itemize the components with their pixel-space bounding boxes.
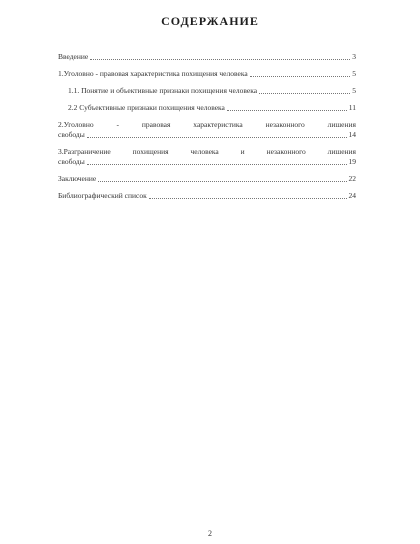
table-of-contents xyxy=(58,52,356,201)
toc-entry-bibliography[interactable] xyxy=(58,191,356,201)
toc-entry-page: 19 xyxy=(348,157,356,166)
dot-leader xyxy=(149,198,347,199)
toc-entry-label: Библиографический список xyxy=(58,191,147,200)
page-number: 2 xyxy=(208,529,212,538)
toc-entry-label-line2: свободы xyxy=(58,157,85,166)
toc-entry-page: 5 xyxy=(352,69,356,78)
toc-entry-page: 24 xyxy=(348,191,356,200)
dot-leader xyxy=(227,110,347,111)
toc-entry-label: 1.1. Понятие и объективные признаки похищения человека xyxy=(68,86,258,95)
dot-leader xyxy=(259,93,350,94)
toc-entry-introduction[interactable] xyxy=(58,52,356,62)
toc-entry-label: 1.Уголовно - правовая характеристика похищения человека xyxy=(58,69,248,78)
toc-entry-label-line2: свободы xyxy=(58,130,85,139)
dot-leader xyxy=(90,59,350,60)
toc-entry-page: 14 xyxy=(348,130,356,139)
toc-entry-chapter-3[interactable] xyxy=(58,147,356,167)
dot-leader xyxy=(250,76,351,77)
toc-entry-page: 22 xyxy=(348,174,356,183)
toc-entry-label: 2.2 Субъективные признаки похищения человека xyxy=(68,103,225,112)
toc-entry-label: Введение xyxy=(58,52,89,61)
dot-leader xyxy=(98,181,346,182)
dot-leader xyxy=(87,137,347,138)
toc-entry-chapter-1[interactable] xyxy=(58,69,356,79)
toc-entry-page: 11 xyxy=(348,103,356,112)
toc-entry-label-line1: 2.Уголовно - правовая характеристика незаконного лишения xyxy=(58,120,356,129)
toc-entry-conclusion[interactable] xyxy=(58,174,356,184)
toc-entry-section-1-1[interactable] xyxy=(58,86,356,96)
page-title: СОДЕРЖАНИЕ xyxy=(161,14,259,28)
dot-leader xyxy=(87,164,347,165)
toc-entry-chapter-2[interactable] xyxy=(58,120,356,140)
toc-entry-page: 5 xyxy=(352,86,356,95)
toc-entry-label: Заключение xyxy=(58,174,97,183)
toc-entry-page: 3 xyxy=(352,52,356,61)
toc-entry-section-2-2[interactable] xyxy=(58,103,356,113)
toc-entry-label-line1: 3.Разграничение похищения человека и незаконного лишения xyxy=(58,147,356,156)
